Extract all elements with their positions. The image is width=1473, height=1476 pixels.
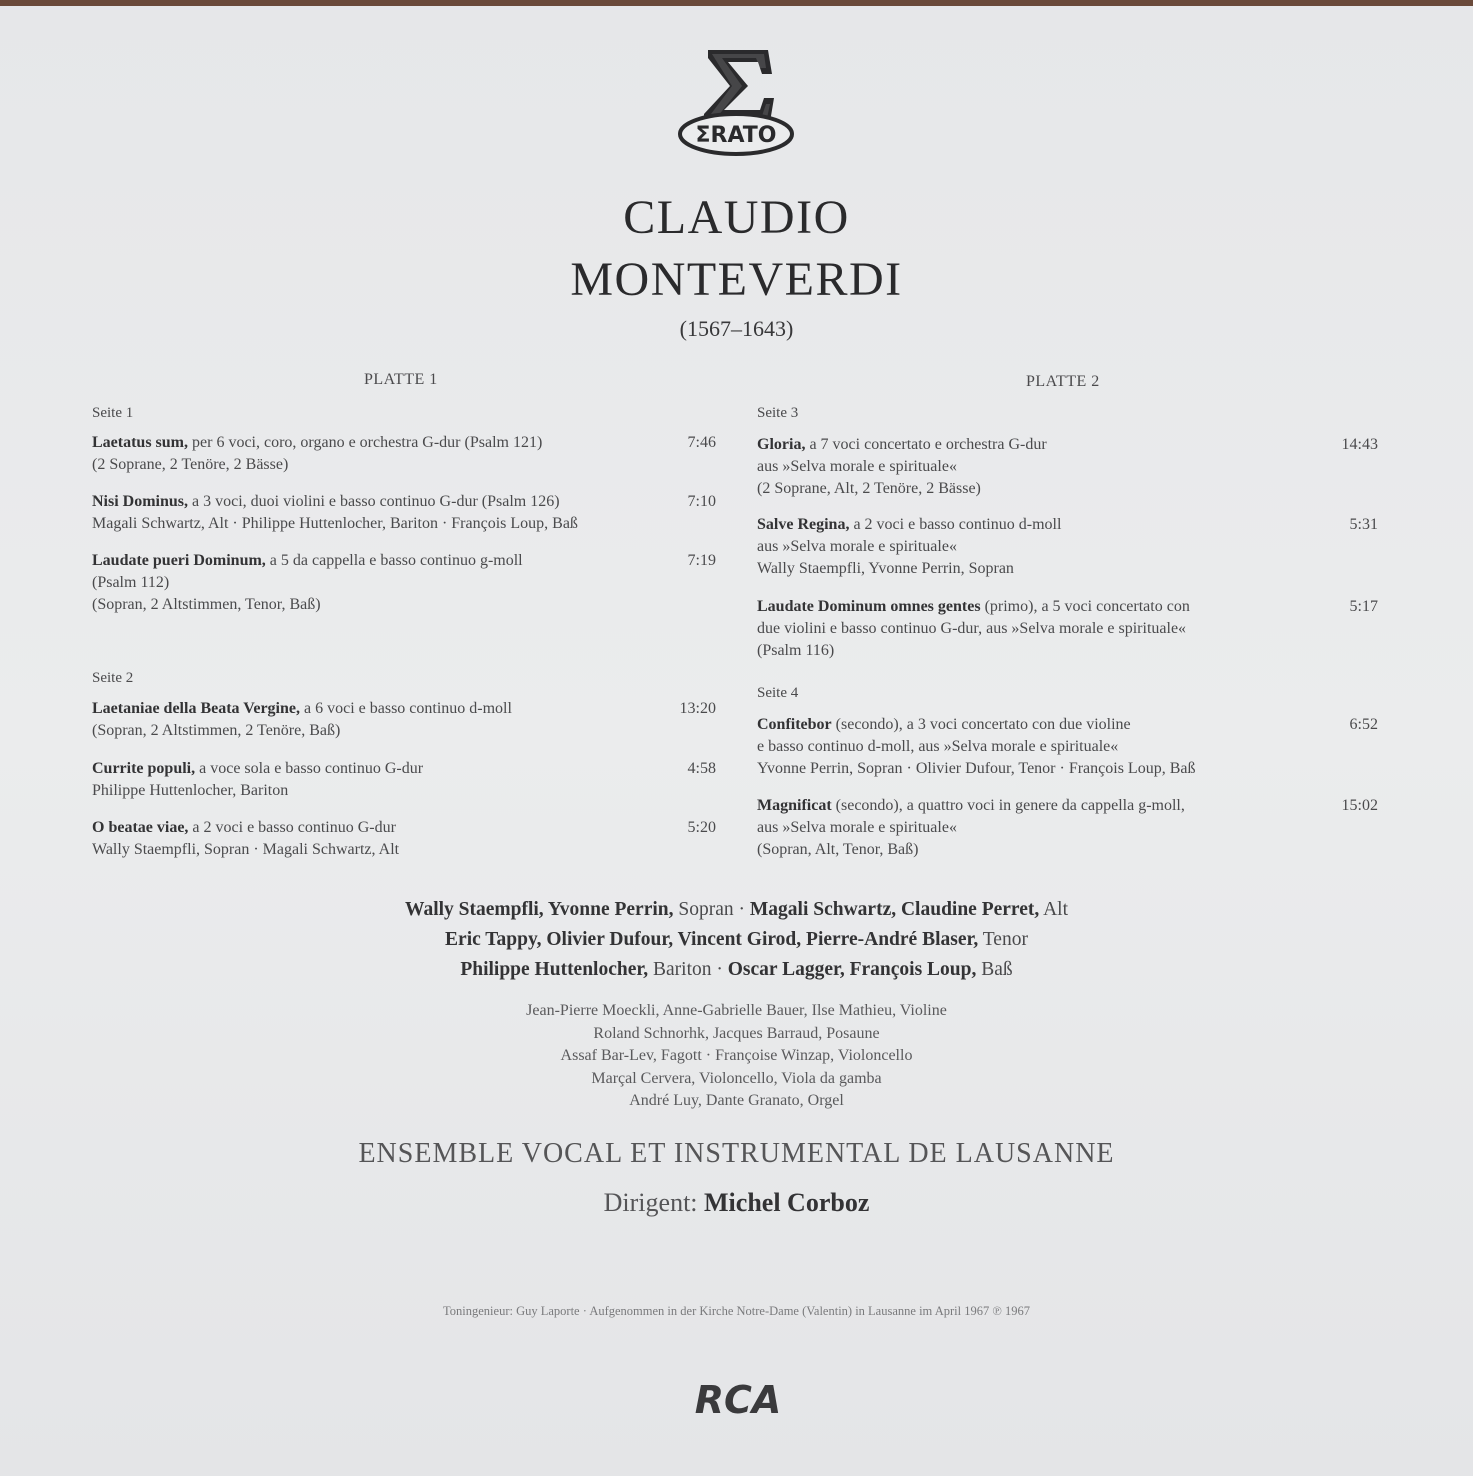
track-title: Currite populi, [92,760,196,777]
track-detail: Wally Staempfli, Yvonne Perrin, Sopran [757,560,1014,577]
cast-line-low-voices: Philippe Huttenlocher, Bariton · Oscar Lagger, François Loup, Baß [460,959,1013,980]
track-duration: 15:02 [1341,797,1378,814]
track-duration: 7:46 [687,434,716,451]
track-title: Laetatus sum, [92,434,189,451]
track-detail: aus »Selva morale e spirituale« [757,819,957,836]
track-detail: (Sopran, 2 Altstimmen, 2 Tenöre, Baß) [92,722,341,739]
track-duration: 7:19 [687,552,716,569]
seite-4-heading: Seite 4 [757,685,799,701]
instrumentalists-credits [0,1000,1473,1113]
track-desc: a 3 voci, duoi violini e basso continuo G-dur (Psalm 126) [188,493,560,510]
track-detail: (2 Soprane, 2 Tenöre, 2 Bässe) [92,456,289,473]
track-title: Laudate pueri Dominum, [92,552,266,569]
track-confitebor [757,714,1195,780]
track-duration: 5:20 [687,819,716,836]
track-desc: (secondo), a 3 voci concertato con due violine [831,716,1131,733]
composer-last-name: MONTEVERDI [570,253,903,306]
track-title: Gloria, [757,436,806,453]
track-duration: 14:43 [1341,436,1378,453]
track-gloria [757,434,1047,500]
track-nisi-dominus [92,491,578,535]
track-detail: aus »Selva morale e spirituale« [757,538,957,555]
track-detail: (Psalm 112) [92,574,170,591]
track-detail: aus »Selva morale e spirituale« [757,458,957,475]
seite-3-heading: Seite 3 [757,405,799,421]
rca-logo [680,1380,796,1418]
rca-text: RCA [694,1380,782,1418]
track-desc: a 5 da cappella e basso continuo g-moll [265,552,523,569]
track-title: Magnificat [757,797,832,814]
track-detail: Wally Staempfli, Sopran · Magali Schwartz, Alt [92,841,400,858]
composer-first-name: CLAUDIO [623,191,850,244]
track-detail: due violini e basso continuo G-dur, aus »Selva morale e spirituale« [757,620,1187,637]
track-duration: 6:52 [1349,716,1378,733]
track-desc: a voce sola e basso continuo G-dur [195,760,424,777]
track-laudate-pueri [92,550,523,616]
track-o-beatae-viae [92,817,399,861]
recording-credit: Toningenieur: Guy Laporte · Aufgenommen in der Kirche Notre-Dame (Valentin) in Lausanne im April 1967 ℗ 1967 [443,1304,1030,1318]
instrument-line: Roland Schnorhk, Jacques Barraud, Posaune [593,1024,880,1042]
track-duration: 7:10 [687,493,716,510]
track-desc: a 2 voci e basso continuo d-moll [849,516,1062,533]
composer-dates: (1567–1643) [679,316,794,341]
track-title: O beatae viae, [92,819,189,836]
conductor-label: Dirigent: [603,1188,705,1217]
track-desc: a 2 voci e basso continuo G-dur [188,819,396,836]
platte-1-heading: PLATTE 1 [364,371,438,388]
track-currite-populi [92,758,423,802]
ensemble-name: ENSEMBLE VOCAL ET INSTRUMENTAL DE LAUSANNE [358,1138,1115,1169]
erato-sigma-logo [672,46,800,158]
track-detail: (Sopran, 2 Altstimmen, Tenor, Baß) [92,596,321,613]
cast-line-tenors: Eric Tappy, Olivier Dufour, Vincent Girod, Pierre-André Blaser, Tenor [445,929,1028,950]
track-duration: 5:17 [1349,598,1378,615]
track-detail: Magali Schwartz, Alt · Philippe Huttenlocher, Bariton · François Loup, Baß [92,515,578,532]
cast-line-voices-high: Wally Staempfli, Yvonne Perrin, Sopran · Magali Schwartz, Claudine Perret, Alt [405,899,1068,920]
seite-1-heading: Seite 1 [92,405,134,421]
platte-2-heading: PLATTE 2 [1026,373,1100,390]
track-laudate-dominum [757,596,1190,662]
top-edge [0,0,1473,6]
track-title: Confitebor [757,716,832,733]
soloists-credits [0,895,1473,985]
seite-2-heading: Seite 2 [92,670,134,686]
track-desc: a 6 voci e basso continuo d-moll [299,700,512,717]
track-detail: (2 Soprane, Alt, 2 Tenöre, 2 Bässe) [757,480,981,497]
track-title: Laudate Dominum omnes gentes [757,598,981,615]
track-magnificat [757,795,1185,861]
instrument-line: Jean-Pierre Moeckli, Anne-Gabrielle Bauer, Ilse Mathieu, Violine [526,1002,947,1019]
logo-text: ΣRATO [695,123,777,148]
track-duration: 13:20 [679,700,716,717]
track-duration: 5:31 [1349,516,1378,533]
track-laetatus-sum [92,432,542,476]
track-title: Nisi Dominus, [92,493,189,510]
track-laetaniae [92,698,512,742]
track-desc: (secondo), a quattro voci in genere da cappella g-moll, [831,797,1185,814]
track-duration: 4:58 [687,760,716,777]
track-desc: per 6 voci, coro, organo e orchestra G-dur (Psalm 121) [188,434,543,451]
conductor-name: Michel Corboz [704,1188,870,1217]
track-detail: Yvonne Perrin, Sopran · Olivier Dufour, Tenor · François Loup, Baß [757,760,1196,777]
track-title: Laetaniae della Beata Vergine, [92,700,300,717]
instrument-line: Assaf Bar-Lev, Fagott · Françoise Winzap, Violoncello [560,1047,913,1064]
instrument-line: André Luy, Dante Granato, Orgel [629,1092,844,1109]
track-detail: (Psalm 116) [757,642,835,659]
track-desc: a 7 voci concertato e orchestra G-dur [805,436,1047,453]
track-detail: Philippe Huttenlocher, Bariton [92,782,289,799]
track-desc: (primo), a 5 voci concertato con [980,598,1190,615]
track-salve-regina [757,514,1061,580]
track-title: Salve Regina, [757,516,850,533]
instrument-line: Marçal Cervera, Violoncello, Viola da gamba [591,1069,882,1087]
track-detail: (Sopran, Alt, Tenor, Baß) [757,841,919,858]
track-detail: e basso continuo d-moll, aus »Selva morale e spirituale« [757,738,1119,755]
conductor-credit [0,1188,1473,1218]
